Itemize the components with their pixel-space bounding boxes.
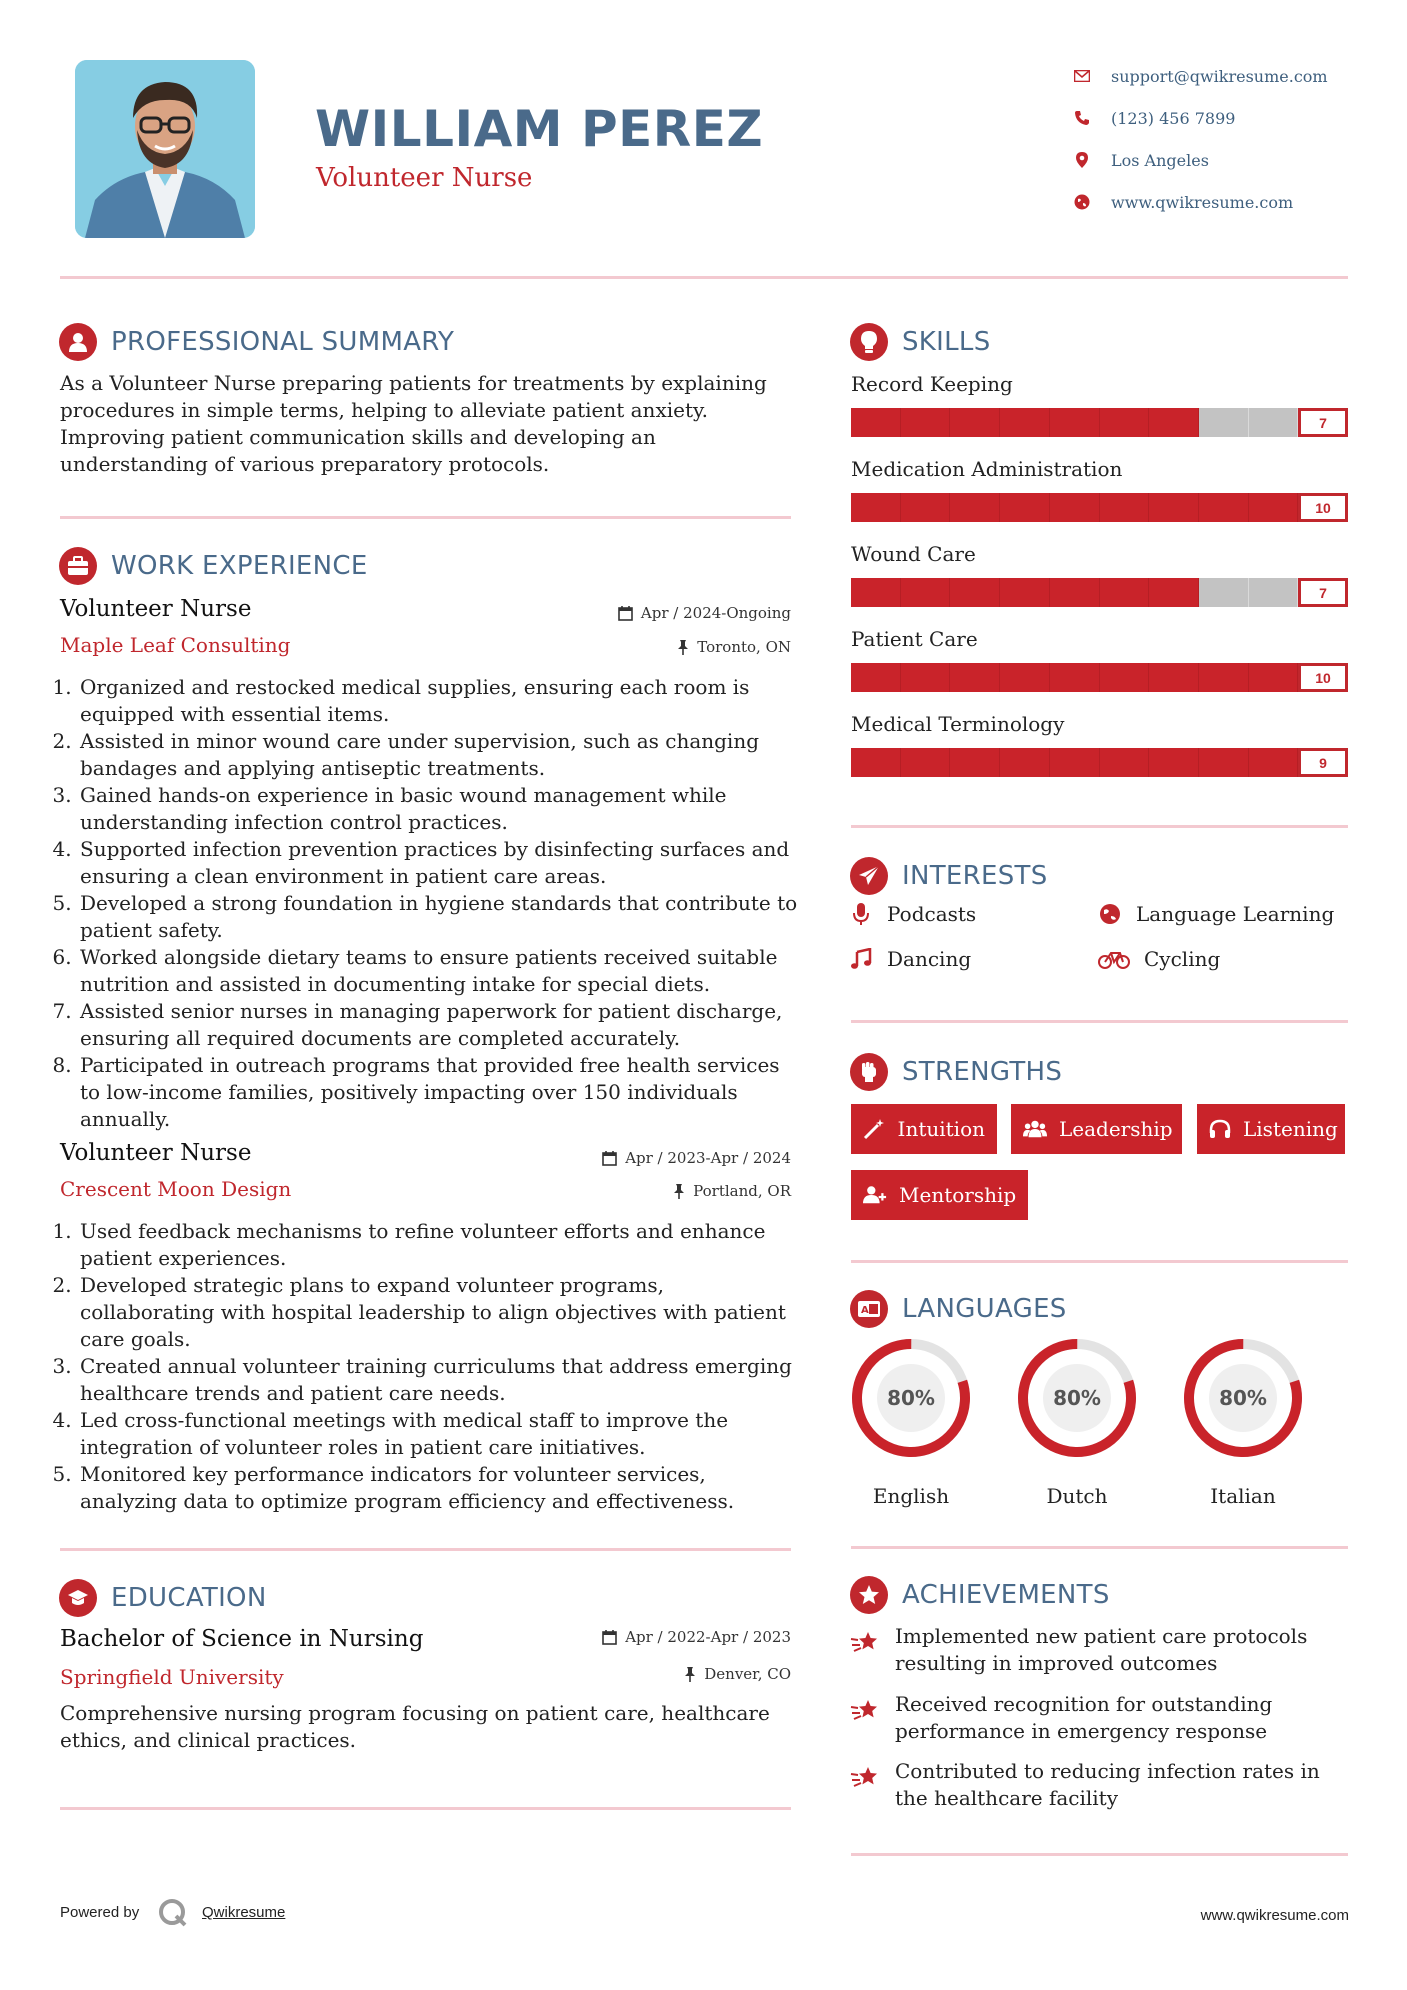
job-location-text: Toronto, ON	[697, 638, 791, 656]
skill-bar-segment	[901, 748, 951, 777]
skill-bar	[851, 493, 1348, 522]
envelope-icon	[1073, 67, 1091, 85]
footer-brand-link[interactable]: Qwikresume	[202, 1904, 286, 1921]
list-item: 5. Monitored key performance indicators for volunteer services, analyzing data to optimize program efficiency and effectiveness.	[78, 1461, 800, 1515]
language-item	[1015, 1336, 1139, 1516]
skill-bar-segment	[1249, 408, 1299, 437]
summary-heading	[59, 323, 454, 361]
skill-value: 7	[1298, 578, 1348, 607]
skill-bar-segment	[1249, 493, 1299, 522]
strength-label: Listening	[1243, 1117, 1338, 1141]
skill-bar-segment	[1199, 408, 1249, 437]
list-item: 7. Assisted senior nurses in managing paperwork for patient discharge, ensuring all required documents are completed accurately.	[78, 998, 800, 1052]
skill-bar-segment	[851, 493, 901, 522]
skill-bar-segment	[851, 663, 901, 692]
achievement-item	[849, 1758, 1349, 1812]
list-item: 1. Used feedback mechanisms to refine volunteer efforts and enhance patient experiences.	[78, 1218, 800, 1272]
skill-bar-segment	[1149, 408, 1199, 437]
skill-bar-segment	[851, 748, 901, 777]
skill-bar	[851, 408, 1348, 437]
job-date	[491, 604, 791, 622]
experience-divider	[60, 1548, 791, 1551]
contact-location-text: Los Angeles	[1111, 150, 1209, 170]
language-name: Italian	[1210, 1484, 1276, 1508]
user-icon	[59, 323, 97, 361]
strengths-title: STRENGTHS	[902, 1057, 1063, 1087]
skill-bar	[851, 663, 1348, 692]
strength-chip	[851, 1104, 997, 1154]
skill-bar-segment	[851, 408, 901, 437]
shooting-star-icon	[849, 1762, 881, 1794]
lightbulb-icon	[850, 323, 888, 361]
strengths-heading	[850, 1053, 1062, 1091]
skill-bar-segment	[1100, 663, 1150, 692]
skill-bar-segment	[1149, 748, 1199, 777]
summary-title: PROFESSIONAL SUMMARY	[111, 327, 455, 357]
job-date-text: Apr / 2024-Ongoing	[640, 604, 791, 622]
interests-title: INTERESTS	[902, 861, 1048, 891]
education-description: Comprehensive nursing program focusing on patient care, healthcare ethics, and clinical practices.	[60, 1701, 770, 1752]
skill-bar-segment	[1199, 578, 1249, 607]
languages-divider	[851, 1546, 1348, 1549]
skill-name: Patient Care	[851, 627, 978, 651]
headphones-icon	[1209, 1117, 1231, 1141]
interest-label: Language Learning	[1136, 902, 1335, 926]
skill-name: Medication Administration	[851, 457, 1123, 481]
list-item: 2. Developed strategic plans to expand volunteer programs, collaborating with hospital leadership to align objectives with patient care goals.	[78, 1272, 800, 1353]
skill-name: Wound Care	[851, 542, 976, 566]
skill-bar-segment	[1000, 748, 1050, 777]
skill-bar-segment	[1000, 663, 1050, 692]
magic-wand-icon	[863, 1117, 886, 1141]
job-location-text: Portland, OR	[693, 1182, 791, 1200]
skill-bar-segment	[1100, 408, 1150, 437]
achievement-text: Contributed to reducing infection rates in the healthcare facility	[895, 1759, 1320, 1810]
skill-bar-segment	[1000, 578, 1050, 607]
language-percent: 80%	[1053, 1386, 1101, 1410]
users-icon	[1023, 1117, 1047, 1141]
job-duties-list	[60, 674, 800, 1133]
skill-bar	[851, 748, 1348, 777]
interest-item	[849, 902, 976, 926]
contact-block	[1073, 55, 1373, 223]
map-pin-icon	[1073, 151, 1091, 169]
list-item: 1. Organized and restocked medical supplies, ensuring each room is equipped with essential items.	[78, 674, 800, 728]
calendar-icon	[618, 606, 633, 621]
job-location	[491, 1182, 791, 1200]
skill-name: Record Keeping	[851, 372, 1013, 396]
achievements-divider	[851, 1853, 1348, 1856]
skill-bar-segment	[1050, 663, 1100, 692]
skill-value: 10	[1298, 663, 1348, 692]
briefcase-icon	[59, 547, 97, 585]
bicycle-icon	[1098, 947, 1130, 971]
footer-powered-by: Powered by	[60, 1904, 140, 1921]
skill-bar-segment	[950, 493, 1000, 522]
contact-email[interactable]	[1073, 55, 1373, 97]
achievement-text: Implemented new patient care protocols resulting in improved outcomes	[895, 1624, 1308, 1675]
profile-photo	[75, 60, 255, 238]
achievements-heading	[850, 1576, 1110, 1614]
skill-bar-segment	[1249, 748, 1299, 777]
skill-bar-segment	[1100, 578, 1150, 607]
education-location	[491, 1665, 791, 1683]
pushpin-icon	[677, 640, 689, 655]
strength-label: Mentorship	[899, 1183, 1017, 1207]
job-date	[491, 1149, 791, 1167]
skill-bar-segment	[1249, 578, 1299, 607]
skill-bar-segment	[1000, 408, 1050, 437]
summary-divider	[60, 516, 791, 519]
education-divider	[60, 1807, 791, 1810]
list-item: 6. Worked alongside dietary teams to ensure patients received suitable nutrition and assisted in documenting intake for special diets.	[78, 944, 800, 998]
music-note-icon	[849, 947, 873, 971]
skill-bar-segment	[1149, 663, 1199, 692]
summary-text: As a Volunteer Nurse preparing patients for treatments by explaining procedures in simple terms, helping to alleviate patient anxiety. Improving patient communication skills and developing an understanding of various preparatory protocols.	[60, 371, 767, 476]
skill-name: Medical Terminology	[851, 712, 1065, 736]
list-item: 3. Gained hands-on experience in basic wound management while understanding infection control practices.	[78, 782, 800, 836]
language-item	[849, 1336, 973, 1516]
languages-title: LANGUAGES	[902, 1294, 1067, 1324]
contact-email-text: support@qwikresume.com	[1111, 66, 1328, 86]
strength-chip	[1197, 1104, 1345, 1154]
interest-item	[1098, 947, 1220, 971]
achievement-item	[849, 1691, 1349, 1745]
skill-bar-segment	[950, 748, 1000, 777]
education-school: Springfield University	[60, 1665, 284, 1689]
contact-phone[interactable]	[1073, 97, 1373, 139]
language-item	[1181, 1336, 1305, 1516]
job-location	[491, 638, 791, 656]
globe-icon	[1073, 193, 1091, 211]
interest-label: Cycling	[1144, 947, 1221, 971]
skill-bar-segment	[901, 493, 951, 522]
job-date-text: Apr / 2023-Apr / 2024	[625, 1149, 791, 1167]
language-name: English	[872, 1484, 950, 1508]
skill-bar-segment	[1199, 493, 1249, 522]
list-item: 5. Developed a strong foundation in hygiene standards that contribute to patient safety.	[78, 890, 800, 944]
skill-bar-segment	[901, 408, 951, 437]
candidate-name: WILLIAM PEREZ	[315, 100, 764, 158]
skills-heading	[850, 323, 991, 361]
calendar-icon	[602, 1151, 617, 1166]
education-title: EDUCATION	[111, 1583, 267, 1613]
globe-icon	[1098, 902, 1122, 926]
skill-bar-segment	[1199, 663, 1249, 692]
pushpin-icon	[673, 1184, 685, 1199]
contact-phone-text: (123) 456 7899	[1111, 108, 1236, 128]
skill-bar-segment	[1100, 493, 1150, 522]
star-badge-icon	[850, 1576, 888, 1614]
list-item: 4. Led cross-functional meetings with medical staff to improve the integration of volunteer roles in patient care initiatives.	[78, 1407, 800, 1461]
shooting-star-icon	[849, 1627, 881, 1659]
skill-bar-segment	[950, 578, 1000, 607]
education-location-text: Denver, CO	[704, 1665, 791, 1683]
skill-bar-segment	[1050, 578, 1100, 607]
footer-website[interactable]: www.qwikresume.com	[1200, 1907, 1349, 1924]
skill-bar-segment	[851, 578, 901, 607]
education-date-text: Apr / 2022-Apr / 2023	[625, 1628, 791, 1646]
skill-bar-segment	[950, 408, 1000, 437]
skill-bar-segment	[1050, 493, 1100, 522]
paper-plane-icon	[850, 857, 888, 895]
skill-bar-segment	[1199, 748, 1249, 777]
education-date	[491, 1628, 791, 1646]
language-icon	[850, 1290, 888, 1328]
strength-label: Leadership	[1059, 1117, 1173, 1141]
list-item: 4. Supported infection prevention practices by disinfecting surfaces and ensuring a clean environment in patient care areas.	[78, 836, 800, 890]
languages-heading	[850, 1290, 1067, 1328]
education-degree: Bachelor of Science in Nursing	[60, 1626, 424, 1652]
job-company: Maple Leaf Consulting	[60, 633, 291, 657]
shooting-star-icon	[849, 1695, 881, 1727]
interest-item	[849, 947, 971, 971]
skill-bar-segment	[1000, 493, 1050, 522]
skill-bar-segment	[1149, 578, 1199, 607]
language-percent: 80%	[1219, 1386, 1267, 1410]
user-plus-icon	[863, 1183, 887, 1207]
skills-divider	[851, 825, 1348, 828]
svg-text:A: A	[861, 1305, 869, 1316]
contact-website-text: www.qwikresume.com	[1111, 192, 1294, 212]
list-item: 8. Participated in outreach programs that provided free health services to low-income families, positively impacting over 150 individuals annually.	[78, 1052, 800, 1133]
candidate-role: Volunteer Nurse	[316, 163, 533, 193]
list-item: 3. Created annual volunteer training curriculums that address emerging healthcare trends and patient care needs.	[78, 1353, 800, 1407]
graduation-cap-icon	[59, 1579, 97, 1617]
skill-bar-segment	[901, 578, 951, 607]
job-company: Crescent Moon Design	[60, 1177, 292, 1201]
microphone-icon	[849, 902, 873, 926]
experience-heading	[59, 547, 368, 585]
contact-location	[1073, 139, 1373, 181]
achievement-item	[849, 1623, 1349, 1677]
pushpin-icon	[684, 1667, 696, 1682]
avatar-photo	[75, 60, 255, 238]
skill-bar-segment	[1249, 663, 1299, 692]
skill-bar	[851, 578, 1348, 607]
job-title: Volunteer Nurse	[60, 596, 252, 622]
achievements-title: ACHIEVEMENTS	[902, 1580, 1110, 1610]
skill-bar-segment	[1100, 748, 1150, 777]
skill-bar-segment	[1050, 748, 1100, 777]
achievement-text: Received recognition for outstanding performance in emergency response	[895, 1692, 1273, 1743]
interest-label: Podcasts	[887, 902, 977, 926]
strength-label: Intuition	[897, 1117, 985, 1141]
language-name: Dutch	[1046, 1484, 1108, 1508]
job-duties-list	[60, 1218, 800, 1515]
job-title: Volunteer Nurse	[60, 1140, 252, 1166]
strengths-divider	[851, 1260, 1348, 1263]
strength-chip	[851, 1170, 1028, 1220]
qwikresume-logo-icon	[158, 1898, 188, 1928]
skill-bar-segment	[901, 663, 951, 692]
interest-label: Dancing	[887, 947, 972, 971]
phone-icon	[1073, 109, 1091, 127]
skill-value: 9	[1298, 748, 1348, 777]
contact-website[interactable]	[1073, 181, 1373, 223]
calendar-icon	[602, 1630, 617, 1645]
interests-divider	[851, 1020, 1348, 1023]
raised-fist-icon	[850, 1053, 888, 1091]
skill-bar-segment	[1050, 408, 1100, 437]
interests-heading	[850, 857, 1048, 895]
skill-value: 10	[1298, 493, 1348, 522]
list-item: 2. Assisted in minor wound care under supervision, such as changing bandages and applying antiseptic treatments.	[78, 728, 800, 782]
skill-bar-segment	[1149, 493, 1199, 522]
header-divider	[60, 276, 1348, 279]
experience-title: WORK EXPERIENCE	[111, 551, 368, 581]
education-heading	[59, 1579, 267, 1617]
skills-title: SKILLS	[902, 327, 991, 357]
language-percent: 80%	[887, 1386, 935, 1410]
interest-item	[1098, 902, 1334, 926]
skill-value: 7	[1298, 408, 1348, 437]
strength-chip	[1011, 1104, 1182, 1154]
skill-bar-segment	[950, 663, 1000, 692]
